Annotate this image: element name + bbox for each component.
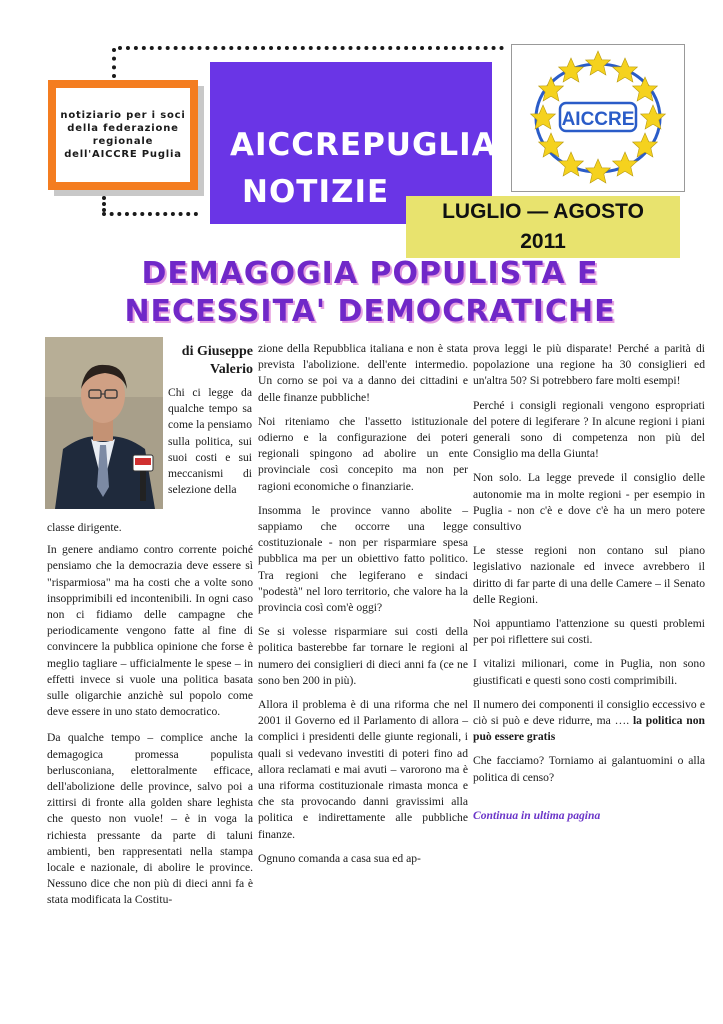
paragraph: Noi riteniamo che l'assetto istituzionale odierno e la configurazione dei poteri regionali spingono ad abolire un ente provinciale così concepito ma non per ragioni economiche o finanziarie. <box>258 414 468 493</box>
paragraph: Le stesse regioni non contano sul piano legislativo nazionale ed invece avrebbero il diritto di far parte di una delle Camere – il Senato delle Regioni. <box>473 544 705 606</box>
paragraph: In genere andiamo contro corrente poiché pensiamo che la democrazia deve essere sì "risparmiosa" ma ha costi che a volte sono insopprimibili ed incontenibili. In ogni caso non ci fidiamo delle campagne che periodicamente vengono fatte al fine di convincere la pubblica opinione che forse è meglio tagliare – ufficialmente le spese – in effetti invece si vuole una politica basata sulle oligarchie anzichè sul popolo come deve essere in uno stato democratico. <box>47 543 253 719</box>
paragraph: Da qualche tempo – complice anche la demagogica promessa populista berlusconiana, elettoralmente efficace, dell'abolizione delle province, salvo poi a zittirsi di fronte alla golden share leghista che questo non vuole! – è in voga la richiesta pressante da parte di taluni ambienti, ben rappresentati nella stampa locale e nazionale, di abolire le province. Nessuno dice che non più di dieci anni fa è stata modificata la Costitu- <box>47 731 253 907</box>
article-author: di Giuseppe Valerio <box>181 344 253 377</box>
logo-text: AICCRE <box>561 109 635 130</box>
emphasis-text: la politica non può essere gratis <box>473 714 705 744</box>
dotted-rule-left-bottom <box>102 196 106 212</box>
paragraph: Perché i consigli regionali vengono espropriati del potere di legiferare ? In alcune regioni i piani generali sono di competenza non più del Consiglio ma della Giunta! <box>473 398 705 461</box>
aiccre-logo <box>511 44 685 192</box>
notiziario-box <box>48 80 198 190</box>
dotted-rule-bottom <box>102 212 198 216</box>
paragraph: I vitalizi milionari, come in Puglia, non sono giustificati e questi sono costi comprimibili. <box>473 657 705 687</box>
masthead-title: AICCREPUGLIA <box>230 127 497 163</box>
article-intro: Chi ci legge da qualche tempo sa come la pensiamo sulla politica, sui suoi costi e sui meccanismi di selezione della <box>168 386 252 497</box>
article-column-3 <box>473 341 705 832</box>
author-photo <box>45 337 163 509</box>
dotted-rule-top <box>118 46 504 50</box>
masthead-subtitle: NOTIZIE <box>242 174 390 210</box>
paragraph: Allora il problema è di una riforma che nel 2001 il Governo ed il Parlamento di allora – complici i presidenti delle giunte regionali, i quali si vedevano investiti di poteri fino ad allora reclamati e mai avuti – varorono ma è una riforma costituzionale rimasta monca e che sta provocando danni gravissimi alla politica e indirettamente alle pubbliche finanze. <box>258 698 468 841</box>
headline-line2: NECESSITA' DEMOCRATICHE <box>124 294 616 329</box>
paragraph-text: Il numero dei componenti il consiglio eccessivo e ciò si può e deve ridurre, ma …. <box>473 697 705 728</box>
issue-months: LUGLIO — AGOSTO <box>442 200 644 223</box>
article-column-1 <box>47 520 253 917</box>
notiziario-text: notiziario per i soci della federazione regionale dell'AICCRE Puglia <box>60 110 186 160</box>
aiccre-star-ring-logo <box>512 45 684 191</box>
paragraph: Non solo. La legge prevede il consiglio delle autonomie ma in molte regioni - per esempio in Puglia - non c'è e dove c'è ha un mero potere consultivo <box>473 471 705 534</box>
paragraph: Noi appuntiamo l'attenzione su questi problemi per poi riflettere sui costi. <box>473 617 705 647</box>
headline-line1: DEMAGOGIA POPULISTA E <box>141 256 599 291</box>
paragraph: Insomma le province vanno abolite – sappiamo che occorre una legge costituzionale - non per risparmiare spesa pubblica ma per un obiettivo fatto politico. Tra regioni che legiferano e sindaci "podestà" nel loro territorio, che valore ha la provincia così com'è oggi? <box>258 503 468 615</box>
continue-link[interactable]: Continua in ultima pagina <box>473 808 601 822</box>
dotted-rule-left-top <box>112 48 116 78</box>
paragraph: Se si volesse risparmiare sui costi della politica basterebbe far tornare le regioni al numero dei consiglieri di dieci anni fa (ce ne sono ben 200 in più). <box>258 625 468 687</box>
article-column-2 <box>258 341 468 875</box>
paragraph: Che facciamo? Torniamo ai galantuomini o alla politica di censo? <box>473 754 705 784</box>
paragraph: Ognuno comanda a casa sua ed ap- <box>258 851 421 865</box>
paragraph <box>473 697 705 746</box>
paragraph: zione della Repubblica italiana e non è stata prevista l'abolizione. dell'ente intermedio. Un corno se poi va a danno dei cittadini e delle finanze pubbliche! <box>258 342 468 404</box>
issue-year: 2011 <box>520 230 566 253</box>
paragraph: prova leggi le più disparate! Perché a parità di popolazione una regione ha 30 consiglieri ed un'altra 50? Si potrebbero fare molti esempi! <box>473 342 705 388</box>
paragraph: classe dirigente. <box>47 521 122 534</box>
author-portrait-image <box>45 337 163 509</box>
